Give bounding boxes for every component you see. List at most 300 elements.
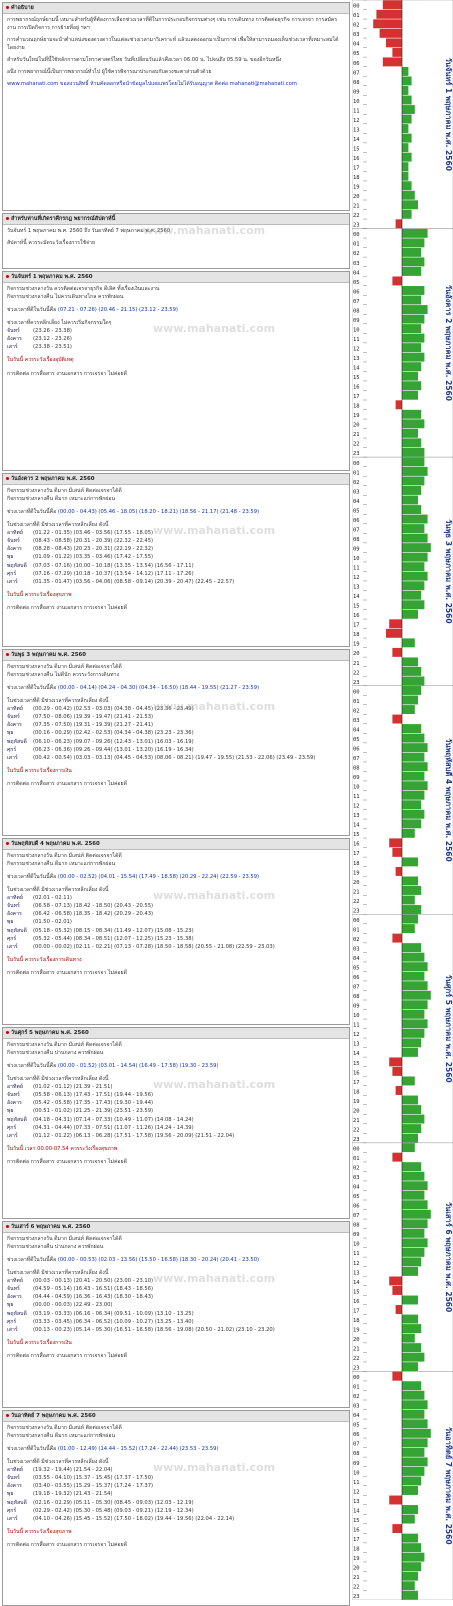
time-range: (01.02 - 01.12) (21.39 - 21.51) — [33, 1084, 113, 1091]
hour-tick-label: 20 — [353, 879, 360, 886]
hour-tick-label: 21 — [353, 1117, 360, 1124]
time-range: (02.29 - 02.42) (05.30 - 05.48) (09.03 - 09.21) (12.19 - 12.34) — [33, 1507, 194, 1514]
time-range: (08.43 - 08.58) (20.31 - 20.39) (22.32 - 22.45) — [33, 538, 154, 545]
time-range: (00.00 - 00.03) (22.49 - 23.00) — [33, 1302, 113, 1309]
bad-activity: กิจกรรมช่วงกลางคืน ปานกลาง ควรพักผ่อน — [7, 1244, 104, 1251]
intro-paragraph: สำหรับวันใหม่ในที่นี้ใช้หลักการตามโหราศาสตร์ไทย วันที่เปลี่ยนวันแล้วคือเวลา 06.00 น. ไปจนถึง 05.59 น. ของอีกวันหนึ่ง — [7, 57, 282, 64]
avoid-row — [7, 1132, 345, 1140]
time-range: (00.13 - 00.23) (05.14 - 05.30) (16.51 - 16.58) (18.56 - 19.08) (20.50 - 21.02) (23.10 - 23.20) — [33, 1326, 275, 1333]
good-bar — [402, 1505, 418, 1514]
good-bar — [402, 657, 418, 666]
hour-tick-label: 02 — [353, 22, 360, 29]
weekday-label: อาทิตย์ — [7, 895, 23, 902]
watermark: www.mahanati.com — [153, 700, 276, 713]
hour-tick-label: 06 — [353, 60, 360, 67]
good-bar — [402, 419, 424, 428]
day-warning: ในวันนี้ เวลา 00.00-07.54 ควรระวังเรื่องสุขภาพ — [7, 1145, 118, 1152]
avoid-row — [7, 343, 345, 351]
good-bar — [402, 1362, 418, 1371]
bad-bar — [396, 1086, 402, 1095]
good-bar — [402, 829, 415, 838]
hour-tick-label: 22 — [353, 213, 360, 220]
good-bar — [402, 200, 418, 209]
hour-tick-label: 10 — [353, 1013, 360, 1020]
avoid-row — [7, 705, 345, 713]
time-range: (02.16 - 02.29) (05.11 - 05.30) (08.45 - 09.03) (12.03 - 12.19) — [33, 1499, 194, 1506]
hour-tick-label: 06 — [353, 517, 360, 524]
good-bar — [402, 1400, 428, 1409]
hour-tick-label: 13 — [353, 1270, 360, 1277]
good-bar — [402, 448, 424, 457]
hour-tick-label: 01 — [353, 13, 360, 20]
good-bar — [402, 1229, 424, 1238]
good-bar — [402, 1553, 424, 1562]
best-times: ช่วงเวลาที่ดีในวันนี้คือ (00.00 - 04.43) (05.46 - 18.05) (18.20 - 18.21) (18.56 - 21.17) (21.48 - 23.59) — [7, 509, 260, 516]
good-bar — [402, 705, 415, 714]
panel-date-label: วันศุกร์ 5 พฤษภาคม พ.ศ. 2560 — [444, 974, 453, 1083]
good-bar — [402, 1000, 428, 1009]
hour-tick-label: 09 — [353, 89, 360, 96]
bad-bar — [386, 629, 402, 638]
avoid-label: ในช่วงเวลาที่ดี มีช่วงเวลาที่ควรหลีกเลี่ยง ดังนี้ — [7, 1459, 109, 1466]
hourly-chart — [352, 0, 453, 1600]
day-box — [2, 1221, 350, 1408]
weekday-label: เสาร์ — [7, 1132, 18, 1139]
bad-bar — [392, 1067, 402, 1076]
good-bar — [402, 1257, 421, 1266]
avoid-row — [7, 327, 345, 335]
hour-tick-label: 20 — [353, 422, 360, 429]
bad-bar — [386, 38, 402, 47]
time-range: (07.03 - 07.16) (10.00 - 10.18) (13.35 - 13.54) (16.56 - 17.11) — [33, 562, 194, 569]
hour-tick-label: 00 — [353, 1146, 360, 1153]
bad-bar — [392, 1153, 402, 1162]
panel-date-label: วันอังคาร 2 พฤษภาคม พ.ศ. 2560 — [444, 284, 453, 401]
weekday-label: ศุกร์ — [7, 1507, 17, 1514]
good-bar — [402, 1048, 418, 1057]
good-bar — [402, 915, 418, 924]
good-bar — [402, 1210, 431, 1219]
good-bar — [402, 896, 415, 905]
day-box — [2, 1410, 350, 1606]
hour-tick-label: 03 — [353, 1175, 360, 1182]
day-title: วันอาทิตย์ 7 พฤษภาคม พ.ศ. 2560 — [11, 1413, 96, 1419]
hour-tick-label: 14 — [353, 136, 360, 143]
hour-tick-label: 03 — [353, 260, 360, 267]
good-bar — [402, 553, 428, 562]
weekday-label: พฤหัสบดี — [7, 927, 27, 934]
watermark: www.mahanati.com — [153, 1272, 276, 1285]
day-box — [2, 649, 350, 836]
hour-tick-label: 12 — [353, 1260, 360, 1267]
hour-tick-label: 22 — [353, 1127, 360, 1134]
hour-tick-label: 21 — [353, 660, 360, 667]
avoid-row — [7, 729, 345, 737]
weekday-label: ศุกร์ — [7, 1318, 17, 1325]
hour-tick-label: 23 — [353, 222, 360, 229]
bad-bar — [389, 1276, 402, 1285]
good-bar — [402, 1343, 421, 1352]
day-warning: ในวันนี้ ควรระวังเรื่องสุขภาพ — [7, 591, 72, 598]
best-times: ช่วงเวลาที่ดีในวันนี้คือ (01.00 - 12.49) (14.44 - 15.52) (17.24 - 22.44) (23.53 - 23.59) — [7, 1446, 219, 1453]
hour-tick-label: 16 — [353, 384, 360, 391]
good-bar — [402, 296, 421, 305]
weekday-label: ศุกร์ — [7, 935, 17, 942]
good-bar — [402, 667, 421, 676]
avoid-row — [7, 553, 345, 561]
hour-tick-label: 12 — [353, 803, 360, 810]
avoid-rows — [7, 529, 345, 585]
hour-tick-label: 23 — [353, 1136, 360, 1143]
bad-bar — [392, 934, 402, 943]
bad-bar — [389, 838, 402, 847]
hour-tick-label: 15 — [353, 375, 360, 382]
good-bar — [402, 1562, 421, 1571]
time-range: (06.10 - 06.23) (09.07 - 09.26) (12.43 - 13.01) (16.03 - 16.19) — [33, 738, 194, 745]
hour-tick-label: 04 — [353, 1184, 360, 1191]
good-bar — [402, 467, 428, 476]
bad-bar — [392, 1286, 402, 1295]
time-range: (07.16 - 07.29) (10.18 - 10.37) (13.54 - 14.12) (17.11 - 17.26) — [33, 570, 194, 577]
hour-tick-label: 06 — [353, 289, 360, 296]
day-title: วันศุกร์ 5 พฤษภาคม พ.ศ. 2560 — [11, 1030, 89, 1036]
hour-tick-label: 08 — [353, 308, 360, 315]
weekday-label: พุธ — [7, 554, 14, 561]
hour-tick-label: 21 — [353, 1575, 360, 1582]
bad-activity: กิจกรรมช่วงกลางคืน ไม่ควรเดินทางไกล ควรพักผ่อน — [7, 294, 124, 301]
time-range: (03.19 - 03.33) (06.16 - 06.34) (09.51 - 10.09) (13.10 - 13.25) — [33, 1310, 194, 1317]
day-title: วันพุธ 3 พฤษภาคม พ.ศ. 2560 — [11, 652, 86, 658]
avoid-row — [7, 1301, 345, 1309]
hour-tick-label: 12 — [353, 575, 360, 582]
good-bar — [402, 1191, 424, 1200]
avoid-label: ในช่วงเวลาที่ดี มีช่วงเวลาที่ควรหลีกเลี่ยง ดังนี้ — [7, 887, 109, 894]
hour-tick-label: 10 — [353, 327, 360, 334]
good-bar — [402, 534, 428, 543]
weekday-label: จันทร์ — [7, 328, 20, 335]
hour-tick-label: 15 — [353, 146, 360, 153]
hour-tick-label: 16 — [353, 1298, 360, 1305]
avoid-row — [7, 1293, 345, 1301]
hour-tick-label: 01 — [353, 1156, 360, 1162]
good-bar — [402, 724, 421, 733]
good-bar — [402, 1267, 418, 1276]
intro-paragraph: การคำนวณฤกษ์ยามจะนำตำแหน่งของดวงดาวในแต่ละช่วงเวลามาวิเคราะห์ แล้วแสดงออกมาเป็นกราฟ เพื่อให้สามารถมองเห็นช่วงเวลาที่เหมาะสมได้โดยง่าย — [7, 37, 339, 52]
good-bar — [402, 1324, 421, 1333]
good-bar — [402, 772, 424, 781]
time-range: (23.12 - 23.26) — [33, 336, 72, 343]
good-bar — [402, 1029, 424, 1038]
good-bar — [402, 86, 408, 95]
hour-tick-label: 11 — [353, 1479, 360, 1486]
hour-tick-label: 12 — [353, 1489, 360, 1496]
day-note: การติดต่อ การสื่อสาร งานเอกสาร การเจรจา ไม่ค่อยดี — [7, 1158, 127, 1165]
good-bar — [402, 743, 428, 752]
weekday-label: พฤหัสบดี — [7, 1116, 27, 1123]
good-bar — [402, 1515, 415, 1524]
time-range: (03.33 - 03.45) (06.34 - 06.52) (10.09 - 10.27) (13.25 - 13.40) — [33, 1318, 194, 1325]
good-bar — [402, 1172, 424, 1181]
hour-tick-label: 14 — [353, 822, 360, 829]
avoid-row — [7, 545, 345, 553]
good-bar — [402, 1315, 418, 1324]
hour-tick-label: 21 — [353, 1346, 360, 1353]
good-bar — [402, 781, 428, 790]
hour-tick-label: 17 — [353, 1536, 360, 1543]
avoid-row — [7, 943, 345, 951]
good-bar — [402, 210, 412, 219]
good-bar — [402, 562, 424, 571]
time-range: (00.29 - 00.42) (02.53 - 03.03) (04.38 - 04.45) (23.36 - 23.49) — [33, 706, 194, 713]
bad-bar — [383, 0, 402, 9]
good-bar — [402, 610, 418, 619]
avoid-row — [7, 1482, 345, 1490]
hour-tick-label: 10 — [353, 1470, 360, 1477]
avoid-row — [7, 910, 345, 918]
hour-tick-label: 18 — [353, 175, 360, 182]
avoid-row — [7, 1124, 345, 1132]
avoid-row — [7, 1285, 345, 1293]
good-bar — [402, 381, 421, 390]
day-note: การติดต่อ การสื่อสาร งานเอกสาร การเจรจา ไม่ค่อยดี — [7, 604, 127, 611]
avoid-row — [7, 935, 345, 943]
weekday-label: อังคาร — [7, 336, 22, 343]
good-bar — [402, 324, 421, 333]
hour-tick-label: 12 — [353, 1032, 360, 1039]
day-header — [3, 272, 349, 283]
time-range: (06.42 - 06.58) (18.35 - 18.42) (20.29 - 20.43) — [33, 911, 154, 918]
avoid-rows — [7, 1466, 345, 1522]
day-list — [2, 271, 350, 1606]
good-bar — [402, 991, 431, 1000]
hour-tick-label: 08 — [353, 765, 360, 772]
day-header — [3, 1028, 349, 1039]
hour-tick-label: 13 — [353, 1041, 360, 1048]
hour-tick-label: 18 — [353, 1546, 360, 1553]
bad-bar — [383, 57, 402, 66]
bullet-icon — [6, 275, 9, 278]
hour-tick-label: 07 — [353, 1213, 360, 1220]
time-range: (04.18 - 04.31) (07.14 - 07.33) (10.49 - 11.07) (14.08 - 14.24) — [33, 1116, 194, 1123]
day-header — [3, 474, 349, 485]
hour-tick-label: 02 — [353, 936, 360, 943]
weekday-label: เสาร์ — [7, 344, 18, 351]
hour-tick-label: 13 — [353, 1498, 360, 1505]
hour-tick-label: 16 — [353, 1070, 360, 1077]
good-bar — [402, 429, 418, 438]
time-range: (08.28 - 08.43) (20.23 - 20.31) (22.19 - 22.32) — [33, 546, 154, 553]
weekday-label: ศุกร์ — [7, 746, 17, 753]
bad-bar — [392, 1524, 402, 1533]
good-bar — [402, 1248, 424, 1257]
good-bar — [402, 1019, 428, 1028]
time-range: (04.59 - 05.14) (16.43 - 16.51) (18.43 - 18.56) — [33, 1286, 154, 1293]
text-column — [2, 2, 350, 1598]
hour-tick-label: 20 — [353, 1336, 360, 1343]
bad-bar — [396, 400, 402, 409]
hour-tick-label: 15 — [353, 1289, 360, 1296]
day-header — [3, 839, 349, 850]
bad-bar — [389, 1496, 402, 1505]
day-note: การติดต่อ การสื่อสาร งานเอกสาร การเจรจา ไม่ค่อยดี — [7, 1541, 127, 1548]
day-warning: ในวันนี้ ควรระวังเรื่องอุบัติเหตุ — [7, 357, 74, 364]
hour-tick-label: 03 — [353, 717, 360, 724]
good-bar — [402, 1467, 424, 1476]
bullet-icon — [6, 1414, 9, 1417]
hour-tick-label: 16 — [353, 841, 360, 848]
avoid-row — [7, 738, 345, 746]
hour-tick-label: 08 — [353, 1222, 360, 1229]
hour-tick-label: 22 — [353, 898, 360, 905]
bullet-icon — [6, 1031, 9, 1034]
hour-tick-label: 11 — [353, 565, 360, 572]
bullet-icon — [6, 6, 9, 9]
bad-bar — [389, 1057, 402, 1066]
time-range: (03.55 - 04.10) (15.37 - 15.45) (17.37 - 17.50) — [33, 1475, 154, 1482]
good-bar — [402, 486, 421, 495]
hour-tick-label: 08 — [353, 994, 360, 1001]
hour-tick-label: 17 — [353, 1308, 360, 1315]
day-note: การติดต่อ การสื่อสาร งานเอกสาร การเจรจา ไม่ค่อยดี — [7, 370, 127, 377]
hour-tick-label: 13 — [353, 584, 360, 591]
weekday-label: จันทร์ — [7, 1475, 20, 1482]
good-bar — [402, 115, 412, 124]
hour-tick-label: 14 — [353, 594, 360, 601]
watermark: www.mahanati.com — [153, 889, 276, 902]
good-bar — [402, 962, 428, 971]
good-bar — [402, 191, 415, 200]
hour-tick-label: 04 — [353, 498, 360, 505]
watermark: www.mahanati.com — [143, 224, 266, 237]
good-bar — [402, 1591, 418, 1600]
bad-activity: กิจกรรมช่วงกลางคืน ดีมาก เหมาะแก่การพักผ่อน — [7, 1433, 116, 1440]
summary-range: วันจันทร์ 1 พฤษภาคม พ.ศ. 2560 ถึง วันอาทิตย์ 7 พฤษภาคม พ.ศ. 2560 — [7, 228, 171, 234]
hour-tick-label: 08 — [353, 79, 360, 86]
weekday-label: พฤหัสบดี — [7, 562, 27, 569]
good-bar — [402, 581, 424, 590]
intro-header — [3, 3, 349, 14]
good-bar — [402, 238, 424, 247]
hour-tick-label: 13 — [353, 127, 360, 134]
bullet-icon — [6, 477, 9, 480]
hour-tick-label: 07 — [353, 984, 360, 991]
hour-tick-label: 00 — [353, 1375, 360, 1382]
hour-tick-label: 17 — [353, 165, 360, 172]
hour-tick-label: 06 — [353, 1203, 360, 1210]
good-activity: กิจกรรมช่วงกลางวัน ดีมาก มีเสน่ห์ ติดต่อเจรจาได้ดี — [7, 664, 122, 670]
hour-tick-label: 08 — [353, 536, 360, 543]
time-range: (05.18 - 05.32) (08.15 - 08.34) (11.49 - 12.07) (15.08 - 15.23) — [33, 927, 194, 934]
day-box — [2, 1027, 350, 1219]
hour-tick-label: 21 — [353, 432, 360, 439]
weekday-label: อังคาร — [7, 546, 22, 553]
time-range: (00.03 - 00.13) (20.41 - 20.50) (23.00 - 23.10) — [33, 1278, 154, 1285]
hour-tick-label: 05 — [353, 1422, 360, 1429]
hour-tick-label: 11 — [353, 336, 360, 343]
best-times: ช่วงเวลาที่ดีในวันนี้คือ (07.21 - 07.26) (20.46 - 21.15) (23.12 - 23.59) — [7, 307, 178, 314]
bullet-icon — [6, 1225, 9, 1228]
weekday-label: ศุกร์ — [7, 1124, 17, 1131]
panel-date-label: วันจันทร์ 1 พฤษภาคม พ.ศ. 2560 — [444, 57, 453, 171]
hour-tick-label: 20 — [353, 194, 360, 201]
weekday-label: จันทร์ — [7, 903, 20, 910]
avoid-row — [7, 1091, 345, 1099]
intro-box — [2, 2, 350, 211]
weekday-label: จันทร์ — [7, 714, 20, 721]
good-bar — [402, 372, 418, 381]
good-bar — [402, 305, 428, 314]
watermark: www.mahanati.com — [153, 322, 276, 335]
panel-date-label: วันอาทิตย์ 7 พฤษภาคม พ.ศ. 2560 — [444, 1426, 453, 1545]
time-range: (06.58 - 07.13) (18.42 - 18.50) (20.43 - 20.55) — [33, 903, 154, 910]
good-bar — [402, 496, 418, 505]
day-box — [2, 838, 350, 1025]
good-bar — [402, 1162, 421, 1171]
good-bar — [402, 1572, 418, 1581]
hour-tick-label: 20 — [353, 1108, 360, 1115]
hour-tick-label: 23 — [353, 451, 360, 458]
good-bar — [402, 972, 424, 981]
hour-tick-label: 23 — [353, 908, 360, 915]
day-warning: ในวันนี้ ควรระวังเรื่องการเงิน — [7, 767, 72, 774]
good-bar — [402, 1143, 415, 1152]
bad-activity: กิจกรรมช่วงกลางคืน ไม่ดีนัก ควรระวังการเดินทาง — [7, 672, 120, 679]
hour-tick-label: 02 — [353, 1394, 360, 1401]
weekday-label: พฤหัสบดี — [7, 1499, 27, 1506]
watermark: www.mahanati.com — [153, 524, 276, 537]
hour-tick-label: 01 — [353, 1384, 360, 1391]
hour-tick-label: 15 — [353, 603, 360, 610]
avoid-row — [7, 570, 345, 578]
hour-tick-label: 07 — [353, 1441, 360, 1448]
good-bar — [402, 438, 421, 447]
day-header — [3, 1411, 349, 1422]
day-header — [3, 1222, 349, 1233]
hour-tick-label: 20 — [353, 651, 360, 658]
bad-bar — [392, 48, 402, 57]
good-bar — [402, 981, 428, 990]
summary-note: สัปดาห์นี้ ควรระมัดระวังเรื่องการใช้จ่าย — [7, 240, 95, 247]
avoid-row — [7, 927, 345, 935]
good-bar — [402, 876, 418, 885]
good-bar — [402, 1448, 424, 1457]
summary-box — [2, 213, 350, 269]
hour-tick-label: 22 — [353, 1356, 360, 1362]
watermark: www.mahanati.com — [153, 1461, 276, 1474]
bad-bar — [396, 867, 402, 876]
bad-bar — [380, 29, 402, 38]
time-range: (04.10 - 04.26) (15.45 - 15.52) (17.50 - 18.02) (19.44 - 19.56) (22.04 - 22.14) — [33, 1515, 235, 1522]
good-bar — [402, 1391, 424, 1400]
hour-tick-label: 02 — [353, 708, 360, 715]
good-bar — [402, 524, 424, 533]
weekday-label: พุธ — [7, 919, 14, 926]
avoid-row — [7, 562, 345, 570]
day-title: วันพฤหัสบดี 4 พฤษภาคม พ.ศ. 2560 — [11, 841, 100, 847]
best-times: ช่วงเวลาที่ดีในวันนี้คือ (00.00 - 02.52) (04.01 - 15.54) (17.49 - 18.58) (20.29 - 22.24) (22.59 - 23.59) — [7, 874, 260, 881]
hour-tick-label: 18 — [353, 632, 360, 639]
watermark: www.mahanati.com — [153, 1078, 276, 1091]
hour-tick-label: 13 — [353, 356, 360, 362]
intro-link-paragraph[interactable]: www.mahanati.com ขอสงวนสิทธิ์ ห้ามคัดลอกหรือนำข้อมูลไปเผยแพร่โดยไม่ได้รับอนุญาต ติดต่อ mahanati@mahanati.com — [7, 81, 297, 88]
avoid-row — [7, 746, 345, 754]
bad-bar — [389, 619, 402, 628]
weekday-label: อาทิตย์ — [7, 1467, 23, 1474]
good-bar — [402, 134, 412, 143]
hour-tick-label: 02 — [353, 251, 360, 258]
hour-tick-label: 11 — [353, 794, 360, 801]
hour-tick-label: 03 — [353, 1403, 360, 1410]
